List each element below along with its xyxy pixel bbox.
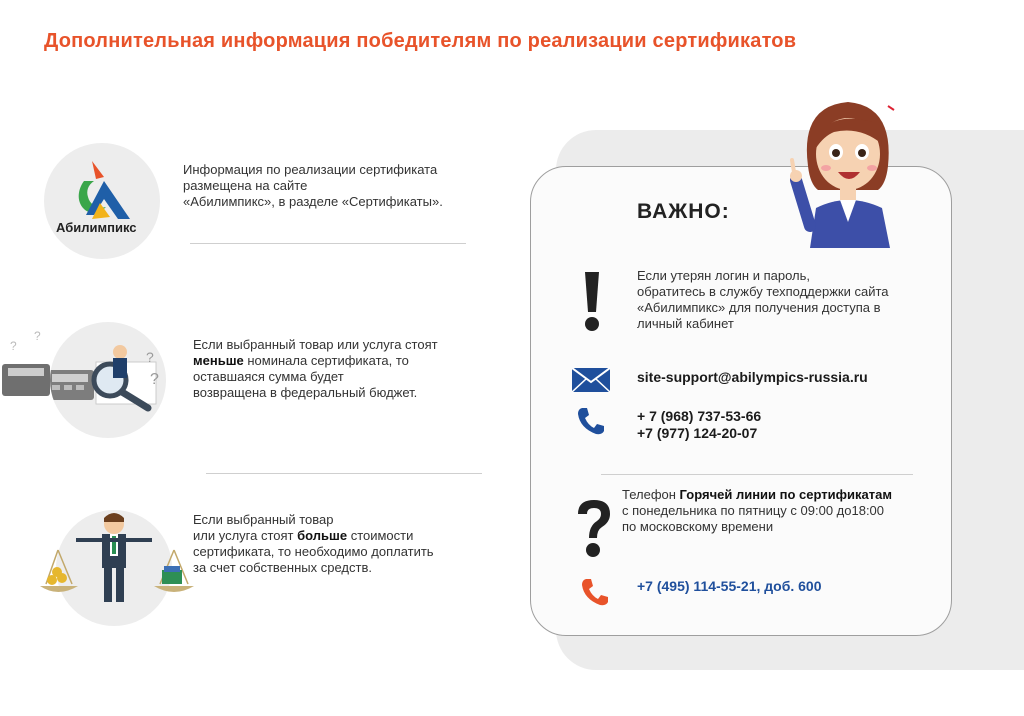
less-than-nominal-text <box>193 337 438 401</box>
envelope-icon <box>572 368 610 392</box>
hotline-text <box>622 487 892 535</box>
text-fragment: стоимости <box>347 528 414 543</box>
scales-pans <box>38 540 194 602</box>
abilympics-logo-circle <box>44 143 160 259</box>
divider <box>190 243 466 244</box>
text-line: возвращена в федеральный бюджет. <box>193 385 418 400</box>
phone-icon <box>576 406 606 436</box>
woman-illustration <box>790 96 900 248</box>
svg-text:?: ? <box>10 339 17 353</box>
page-title: Дополнительная информация победителям по реализации сертификатов <box>44 30 797 52</box>
magnifier-man-icon <box>50 322 166 438</box>
text-line: Информация по реализации сертификата <box>183 162 438 177</box>
emphasis-more: больше <box>297 528 348 543</box>
text-line: с понедельника по пятницу с 09:00 до18:00 <box>622 503 885 518</box>
text-line: по московскому времени <box>622 519 774 534</box>
calculator-illustration-circle <box>50 322 166 438</box>
text-line: за счет собственных средств. <box>193 560 372 575</box>
text-line: Если выбранный товар или услуга стоят <box>193 337 438 352</box>
woman-pointing-icon <box>790 96 900 248</box>
text-fragment: или услуга стоят <box>193 528 298 543</box>
text-line <box>193 528 434 544</box>
question-mark-icon <box>574 500 614 560</box>
phone-number-1[interactable]: + 7 (968) 737-53-66 <box>637 408 762 424</box>
text-line: размещена на сайте <box>183 178 308 193</box>
hotline-phone-number[interactable]: +7 (495) 114-55-21, доб. 600 <box>637 578 822 594</box>
text-line: обратитесь в службу техподдержки сайта <box>637 284 889 299</box>
abilympics-logo-icon <box>44 143 160 259</box>
question-mark-icon <box>0 320 50 400</box>
more-than-cost-text <box>193 512 434 576</box>
question-marks-decoration <box>0 320 50 400</box>
text-line: «Абилимпикс» для получения доступа в <box>637 300 881 315</box>
important-heading: ВАЖНО: <box>637 200 730 223</box>
text-line: личный кабинет <box>637 316 734 331</box>
support-email-link[interactable]: site-support@abilympics-russia.ru <box>637 369 868 385</box>
certificate-info-text <box>183 162 443 210</box>
text-fragment: Телефон <box>622 487 680 502</box>
text-line: Если утерян логин и пароль, <box>637 268 810 283</box>
divider <box>206 473 482 474</box>
emphasis-less: меньше <box>193 353 244 368</box>
exclamation-icon <box>582 272 602 332</box>
hotline-title: Горячей линии по сертификатам <box>679 487 892 502</box>
svg-text:?: ? <box>34 329 41 343</box>
text-line: оставшаяся сумма будет <box>193 369 344 384</box>
svg-text:?: ? <box>146 349 154 365</box>
svg-text:?: ? <box>150 371 159 388</box>
phone-icon <box>580 577 610 607</box>
text-line <box>193 353 438 369</box>
text-line: Если выбранный товар <box>193 512 334 527</box>
lost-login-text <box>637 268 889 332</box>
text-line: «Абилимпикс», в разделе «Сертификаты». <box>183 194 443 209</box>
divider <box>601 474 913 475</box>
scale-pan-icon <box>38 540 194 602</box>
text-fragment: номинала сертификата, то <box>243 353 409 368</box>
text-line: сертификата, то необходимо доплатить <box>193 544 434 559</box>
text-line <box>622 487 892 503</box>
logo-label: Абилимпикс <box>56 220 137 235</box>
phone-number-2[interactable]: +7 (977) 124-20-07 <box>637 425 758 441</box>
